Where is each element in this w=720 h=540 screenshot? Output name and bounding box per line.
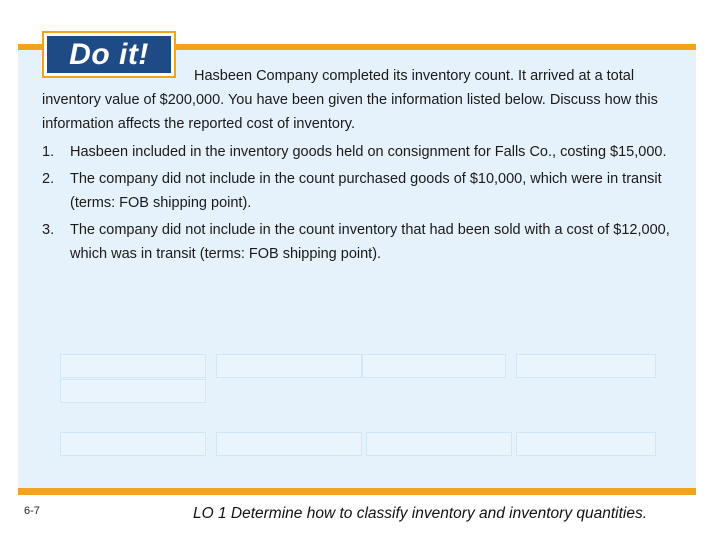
- problem-item-number: 1.: [42, 144, 55, 160]
- problem-item-text: The company did not include in the count purchased goods of $10,000, which were in transit (terms: FOB shipping point).: [70, 171, 662, 211]
- placeholder-box: [516, 432, 656, 456]
- placeholder-box: [60, 354, 206, 378]
- problem-item-list: [42, 140, 692, 269]
- placeholder-box: [516, 354, 656, 378]
- placeholder-box: [366, 432, 512, 456]
- placeholder-box: [362, 354, 506, 378]
- problem-intro: [42, 64, 692, 136]
- page-number: 6-7: [24, 505, 40, 517]
- placeholder-box: [60, 379, 206, 403]
- problem-item: [42, 218, 692, 266]
- problem-item-text: Hasbeen included in the inventory goods held on consignment for Falls Co., costing $15,000.: [70, 144, 667, 160]
- problem-intro-text: Hasbeen Company completed its inventory count. It arrived at a total inventory value of $200,000. You have been given the information listed below. Discuss how this information affects the reported cost of inventory.: [42, 68, 658, 132]
- problem-item: [42, 167, 692, 215]
- problem-item-text: The company did not include in the count inventory that had been sold with a cost of $12,000, which was in transit (terms: FOB shipping point).: [70, 222, 670, 262]
- problem-item-number: 3.: [42, 222, 55, 238]
- placeholder-box: [60, 432, 206, 456]
- bottom-accent-bar: [18, 488, 696, 495]
- placeholder-box: [216, 354, 362, 378]
- learning-objective: LO 1 Determine how to classify inventory and inventory quantities.: [193, 505, 648, 522]
- placeholder-box: [216, 432, 362, 456]
- problem-item: [42, 140, 692, 164]
- problem-item-number: 2.: [42, 171, 55, 187]
- do-it-badge-label: Do it!: [47, 36, 171, 73]
